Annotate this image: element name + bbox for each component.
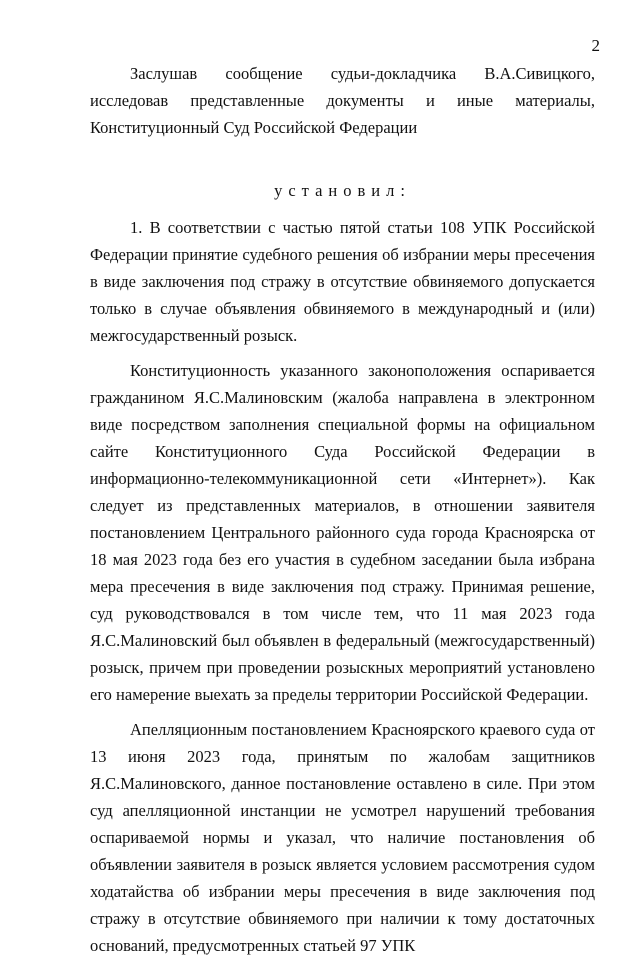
- paragraph-1: 1. В соответствии с частью пятой статьи 108 УПК Российской Федерации принятие судебного решения об избрании меры пресечения в виде заключения под стражу в отсутствие обвиняемого допускается только в случае объявления обвиняемого в международный и (или) межгосударственный розыск.: [90, 218, 595, 345]
- page-number: 2: [591, 36, 600, 55]
- document-body: [90, 60, 595, 959]
- paragraph-2: Конституционность указанного законоположения оспаривается гражданином Я.С.Малиновским (жалоба направлена в электронном виде посредством заполнения специальной формы на официальном сайте Конституционного Суда Российской Федерации в информационно-телекоммуникационной сети «Интернет»). Как следует из представленных материалов, в отношении заявителя постановлением Центрального районного суда города Красноярска от 18 мая 2023 года без его участия в судебном заседании была избрана мера пресечения в виде заключения под стражу. Принимая решение, суд руководствовался в том числе тем, что 11 мая 2023 года Я.С.Малиновский был объявлен в федеральный (межгосударственный) розыск, причем при проведении розыскных мероприятий установлено его намерение выехать за пределы территории Российской Федерации.: [90, 361, 595, 704]
- intro-paragraph: Заслушав сообщение судьи-докладчика В.А.Сивицкого, исследовав представленные документы и иные материалы, Конституционный Суд Российской Федерации: [90, 64, 595, 137]
- section-heading: установил:: [274, 181, 411, 200]
- paragraph-3: Апелляционным постановлением Красноярского краевого суда от 13 июня 2023 года, принятым по жалобам защитников Я.С.Малиновского, данное постановление оставлено в силе. При этом суд апелляционной инстанции не усмотрел нарушений требования оспариваемой нормы и указал, что наличие постановления об объявлении заявителя в розыск является условием рассмотрения судом ходатайства об избрании меры пресечения в виде заключения под стражу в отсутствие обвиняемого при наличии к тому достаточных оснований, предусмотренных статьей 97 УПК: [90, 720, 595, 955]
